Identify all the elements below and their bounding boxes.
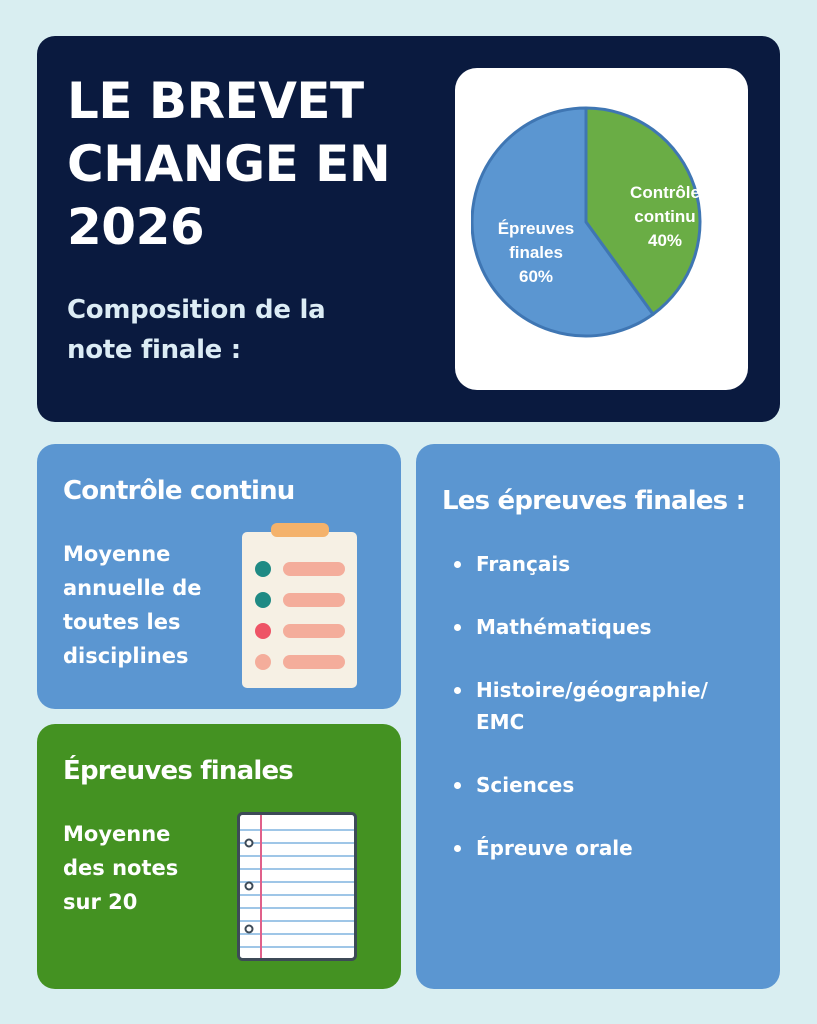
controle-continu-title: Contrôle continu (63, 476, 295, 506)
page-title: LE BREVET CHANGE EN 2026 (67, 72, 391, 256)
final-exams-title: Les épreuves finales : (442, 486, 746, 516)
epreuves-finales-card (37, 724, 401, 989)
slice-label-epreuves-line2: finales (509, 243, 563, 262)
slice-label-controle-line2: continu (634, 207, 696, 226)
slice-value-controle: 40% (647, 231, 683, 250)
clipboard-icon (241, 522, 359, 690)
slice-value-epreuves: 60% (518, 267, 554, 286)
epreuves-finales-description: Moyenne des notes sur 20 (63, 822, 179, 914)
header-panel (37, 36, 780, 422)
list-item-sciences: Sciences (452, 769, 762, 801)
controle-continu-card (37, 444, 401, 709)
slice-label-controle-line1: Contrôle (630, 183, 700, 202)
final-exams-list (452, 548, 762, 895)
list-item-histoire-geographie: Histoire/géographie/ EMC (452, 674, 762, 738)
list-item-francais: Français (452, 548, 762, 580)
pie-chart-card (455, 68, 748, 390)
slice-label-epreuves-line1: Épreuves (497, 219, 575, 238)
list-item-epreuve-orale: Épreuve orale (452, 832, 762, 864)
pie-chart (471, 104, 733, 354)
epreuves-finales-title: Épreuves finales (63, 756, 293, 786)
controle-continu-description: Moyenne annuelle de toutes les disciplines (63, 542, 202, 668)
list-item-mathematiques: Mathématiques (452, 611, 762, 643)
page-subtitle: Composition de la note finale : (67, 295, 326, 365)
notebook-paper-icon (237, 812, 358, 962)
final-exams-card (416, 444, 780, 989)
